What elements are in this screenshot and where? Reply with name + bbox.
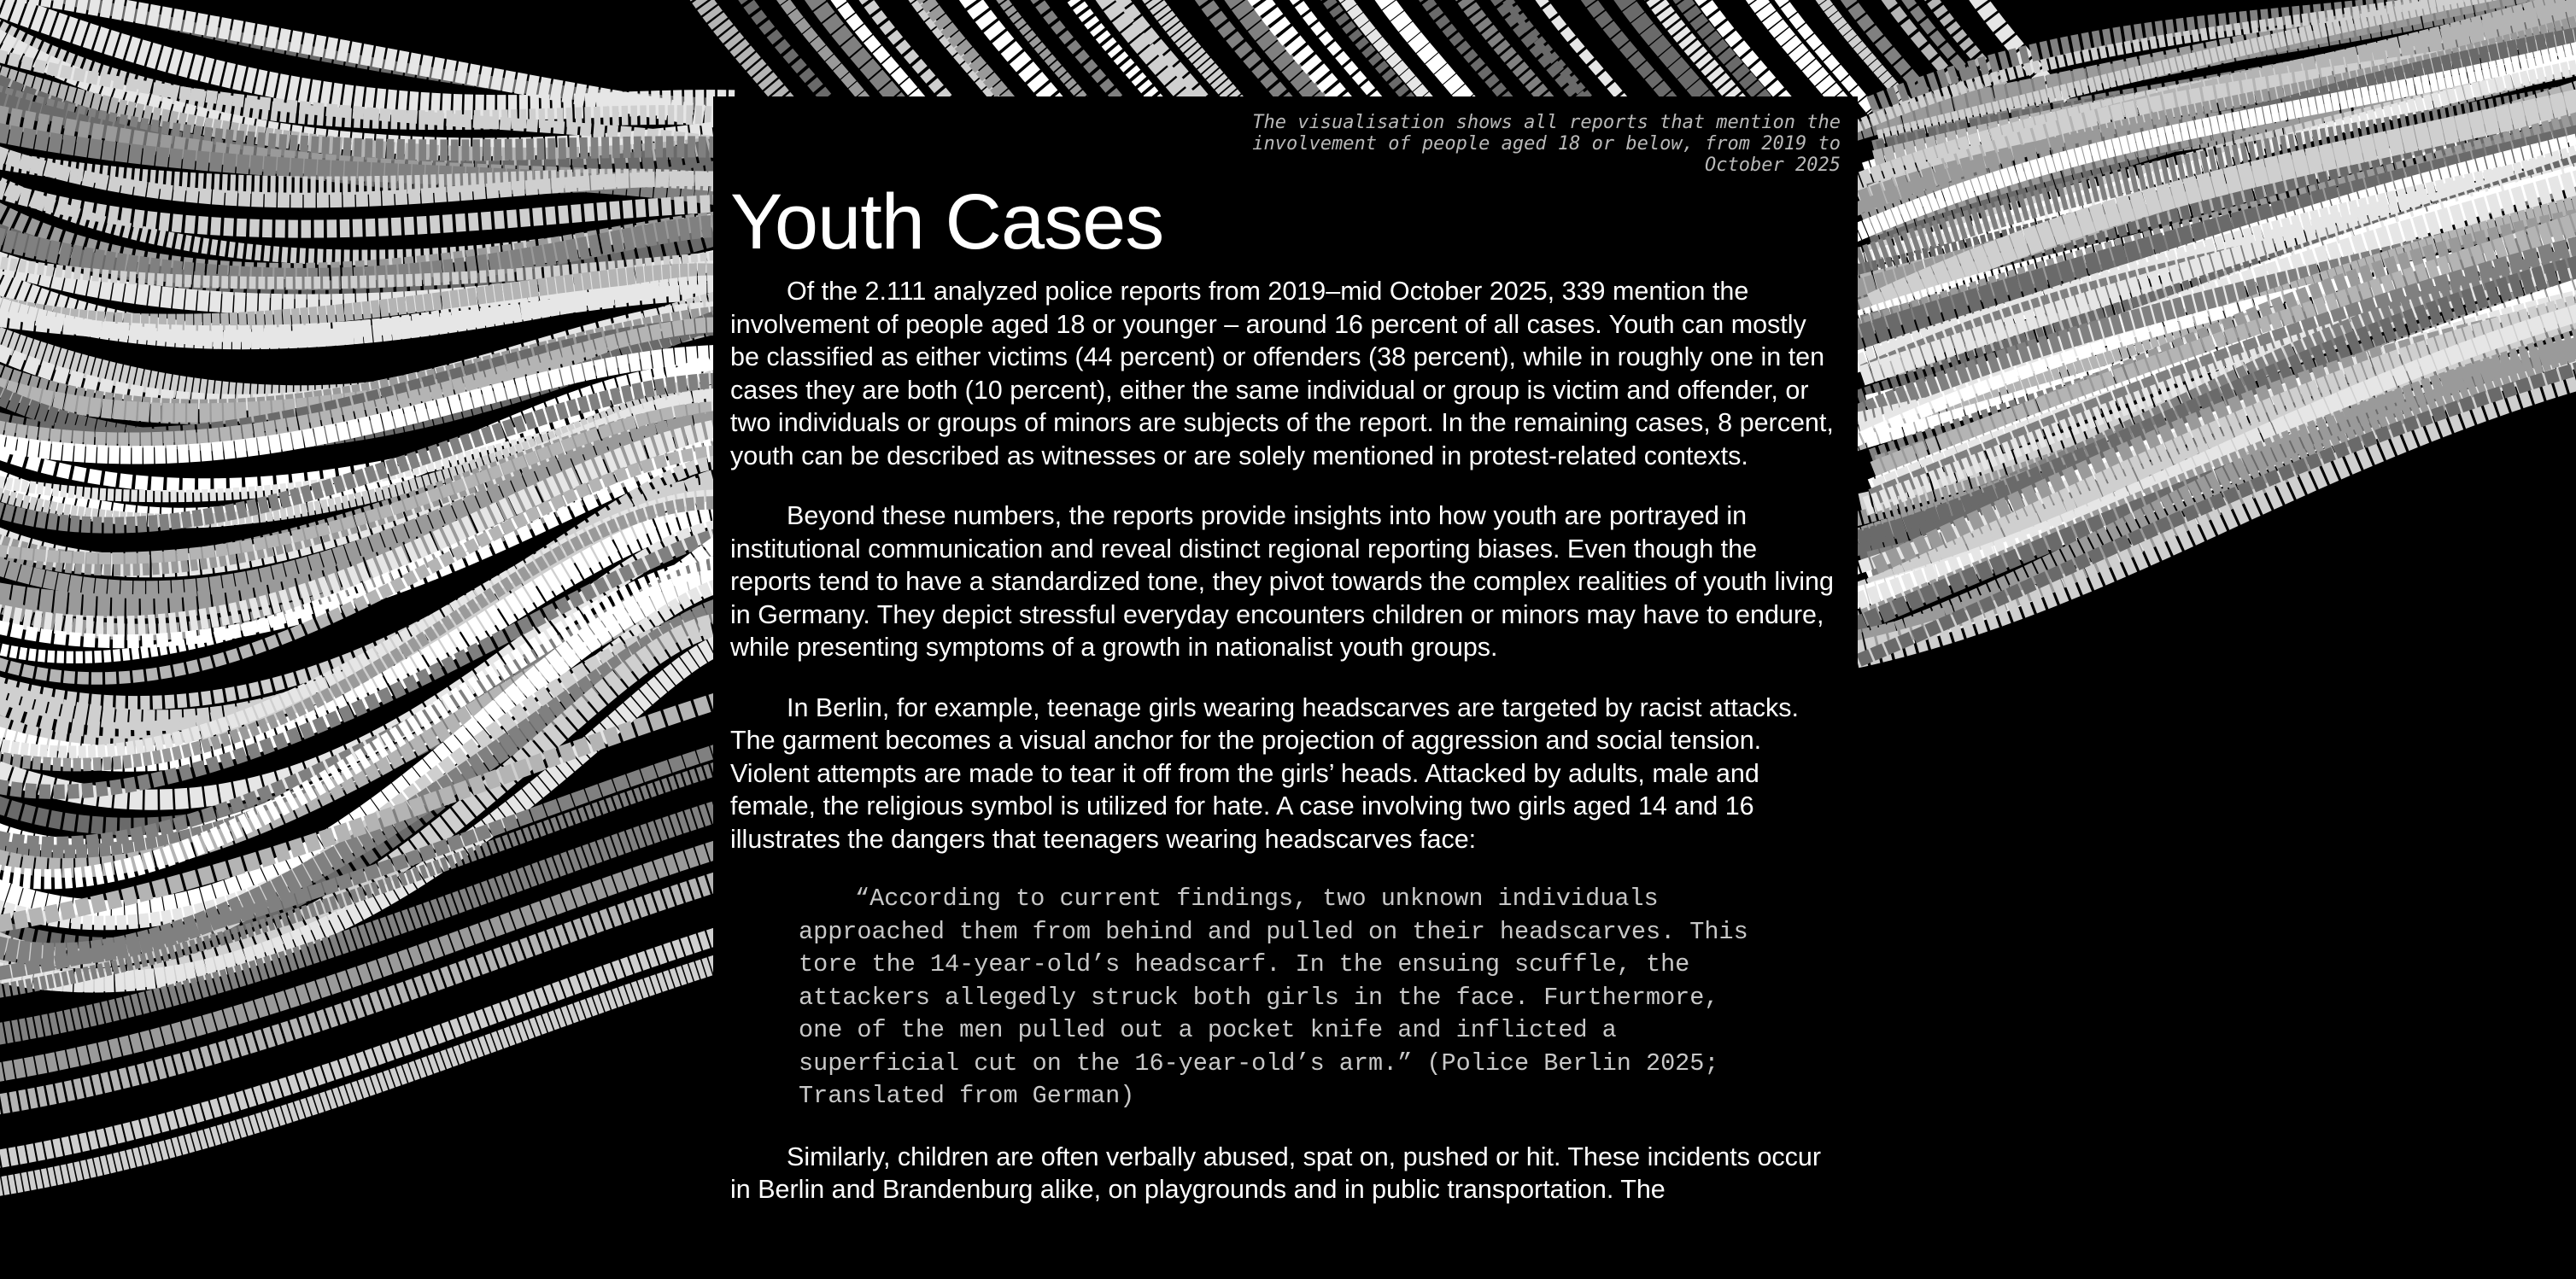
article-panel[interactable] <box>713 96 1858 1279</box>
visualisation-caption: The visualisation shows all reports that mention the involvement of people aged 18 or below, from 2019 to October 2025 <box>1252 112 1841 176</box>
body-paragraph-1: Of the 2.111 analyzed police reports from 2019–mid October 2025, 339 mention the involvement of people aged 18 or younger – around 16 percent of all cases. Youth can mostly be classified as either victims (44 percent) or offenders (38 percent), while in roughly one in ten cases they are both (10 percent), either the same individual or group is victim and offender, or two individuals or groups of minors are subjects of the report. In the remaining cases, 8 percent, youth can be described as witnesses or are solely mentioned in protest-related contexts. <box>730 277 1834 470</box>
ribbon-top <box>1248 0 1350 111</box>
body-paragraph-3: In Berlin, for example, teenage girls wearing headscarves are targeted by racist attacks. The garment becomes a visual anchor for the projection of aggression and social tension. Violent attempts are made to tear it off from the girls’ heads. Attacked by adults, male and female, the religious symbol is utilized for hate. A case involving two girls aged 14 and 16 illustrates the dangers that teenagers wearing headscarves face: <box>730 692 1800 854</box>
ribbon-top <box>690 0 793 111</box>
police-report-quote: “According to current findings, two unknown individuals approached them from behind and pulled on their headscarves. This tore the 14-year-old’s headscarf. In the ensuing scuffle, the attackers allegedly struck both girls in the face. Furthermore, one of the men pulled out a pocket knife and inflicted a superficial cut on the 16-year-old’s arm.” (Police Berlin 2025; Translated from German) <box>799 885 1748 1110</box>
page-title: Youth Cases <box>730 178 1164 266</box>
body-paragraph-2: Beyond these numbers, the reports provide insights into how youth are portrayed in institutional communication and reveal distinct regional reporting biases. Even though the reports tend to have a standardized tone, they pivot towards the complex realities of youth living in Germany. They depict stressful everyday encounters children or minors may have to endure, while presenting symptoms of a growth in nationalist youth groups. <box>730 501 1834 662</box>
body-paragraph-4: Similarly, children are often verbally abused, spat on, pushed or hit. These incidents occur in Berlin and Brandenburg alike, on playgrounds and in public transportation. The <box>730 1142 1822 1204</box>
ribbon-top <box>915 0 1017 111</box>
